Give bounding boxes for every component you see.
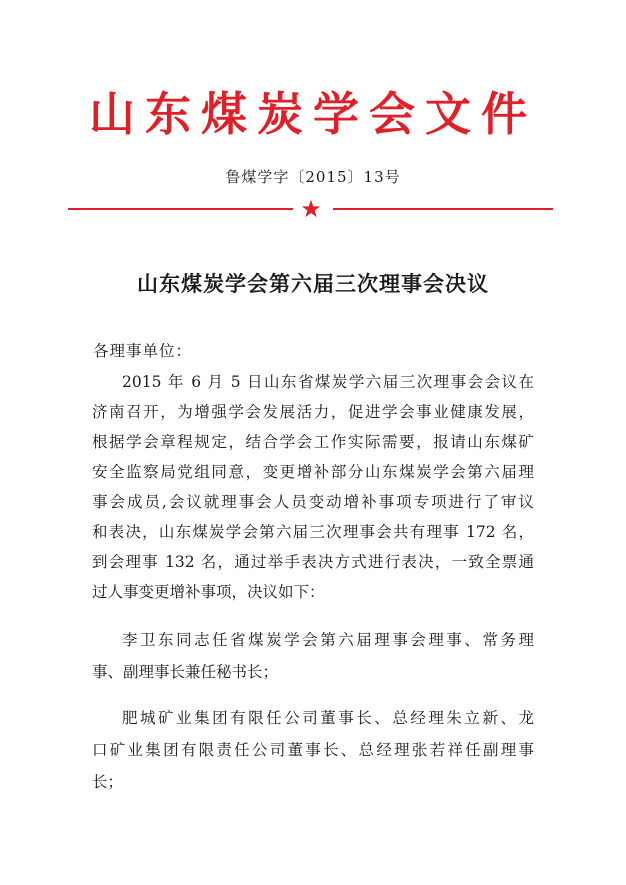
star-icon: ★: [300, 195, 322, 223]
paragraph-line: 口矿业集团有限责任公司董事长、总经理张若祥任副理事: [92, 741, 534, 759]
paragraph-line: 济南召开，为增强学会发展活力，促进学会事业健康发展，: [92, 403, 534, 421]
paragraph-line: 事、副理事长兼任秘书长；: [92, 663, 279, 681]
paragraph-line: 过人事变更增补事项，决议如下：: [92, 583, 325, 601]
paragraph-line: 安全监察局党组同意，变更增补部分山东煤炭学会第六届理: [92, 463, 534, 481]
salutation: 各理事单位：: [93, 342, 193, 360]
paragraph-line: 2015 年 6 月 5 日山东省煤炭学六届三次理事会会议在: [122, 373, 534, 391]
red-rule-right: [333, 208, 553, 210]
paragraph-line: 李卫东同志任省煤炭学会第六届理事会理事、常务理: [122, 631, 534, 649]
document-title: 山东煤炭学会第六届三次理事会决议: [137, 271, 489, 296]
paragraph-line: 事会成员,会议就理事会人员变动增补事项专项进行了审议: [92, 493, 534, 511]
paragraph-line: 到会理事 132 名，通过举手表决方式进行表决，一致全票通: [92, 553, 534, 571]
document-number: 鲁煤学字〔2015〕13号: [225, 168, 401, 186]
red-rule-left: [68, 208, 293, 210]
paragraph-line: 长；: [92, 773, 124, 791]
paragraph-line: 根据学会章程规定，结合学会工作实际需要，报请山东煤矿: [92, 433, 534, 451]
paragraph-line: 和表决，山东煤炭学会第六届三次理事会共有理事 172 名，: [92, 523, 534, 541]
masthead-title: 山东煤炭学会文件: [89, 87, 537, 141]
paragraph-line: 肥城矿业集团有限任公司董事长、总经理朱立新、龙: [122, 709, 534, 727]
